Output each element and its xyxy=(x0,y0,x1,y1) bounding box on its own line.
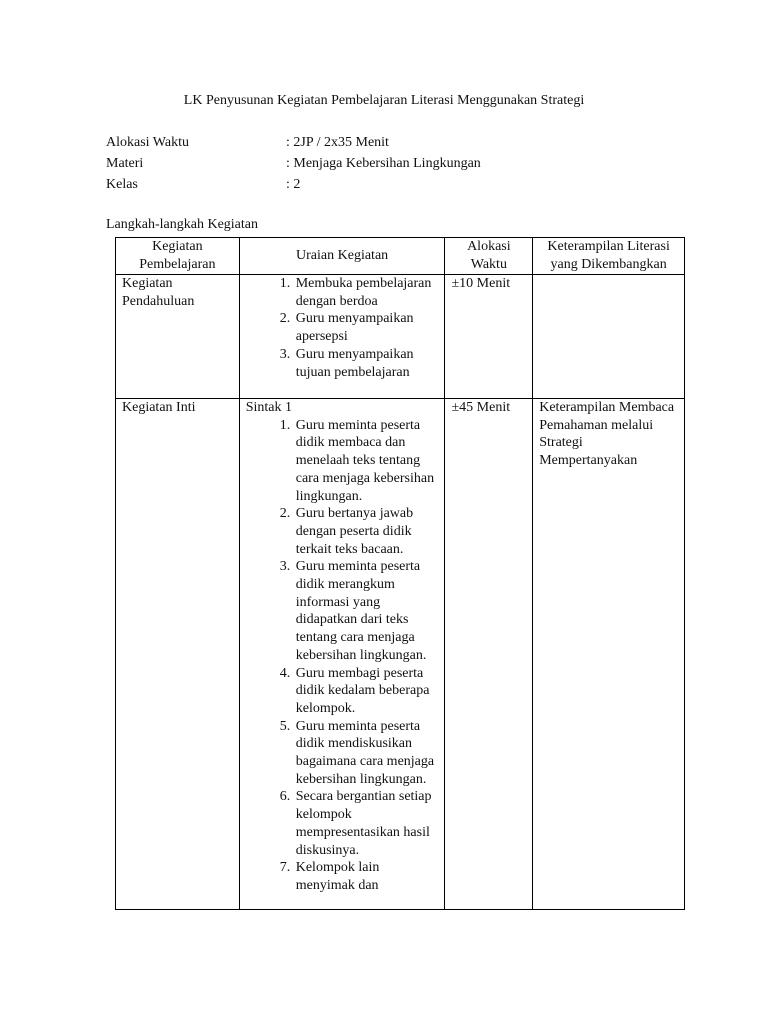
meta-label: Materi xyxy=(106,156,144,171)
cell-uraian xyxy=(239,399,445,910)
list-item: 7. Kelompok lain menyimak dan xyxy=(294,859,439,894)
cell-keterampilan xyxy=(533,275,685,399)
header-keterampilan: Keterampilan Literasi yang Dikembangkan xyxy=(533,238,685,275)
meta-label: Kelas xyxy=(106,177,138,192)
section-heading: Langkah-langkah Kegiatan xyxy=(106,217,258,232)
document-title: LK Penyusunan Kegiatan Pembelajaran Literasi Menggunakan Strategi xyxy=(183,93,585,108)
sintak-label: Sintak 1 xyxy=(245,400,293,415)
cell-kegiatan: Kegiatan Pendahuluan xyxy=(116,275,240,399)
table-row xyxy=(116,399,685,910)
list-item: 5. Guru meminta peserta didik mendiskusikan bagaimana cara menjaga kebersihan lingkungan. xyxy=(294,718,439,789)
header-uraian: Uraian Kegiatan xyxy=(239,238,445,275)
cell-uraian xyxy=(239,275,445,399)
cell-waktu: ±45 Menit xyxy=(445,399,533,910)
list-item: 3. Guru meminta peserta didik merangkum informasi yang didapatkan dari teks tentang cara menjaga kebersihan lingkungan. xyxy=(294,558,439,664)
meta-value: : 2 xyxy=(286,177,301,192)
list-item: 4. Guru membagi peserta didik kedalam beberapa kelompok. xyxy=(294,665,439,718)
meta-label: Alokasi Waktu xyxy=(106,135,189,150)
meta-value: : Menjaga Kebersihan Lingkungan xyxy=(286,156,481,171)
list-item: 1. Membuka pembelajaran dengan berdoa xyxy=(294,275,439,310)
activity-list xyxy=(246,417,439,895)
header-alokasi: Alokasi Waktu xyxy=(445,238,533,275)
meta-kelas xyxy=(106,177,300,193)
header-kegiatan: Kegiatan Pembelajaran xyxy=(116,238,240,275)
list-item: 2. Guru menyampaikan apersepsi xyxy=(294,310,439,345)
activity-list xyxy=(246,275,439,381)
table-header-row xyxy=(116,238,685,275)
cell-keterampilan: Keterampilan Membaca Pemahaman melalui Strategi Mempertanyakan xyxy=(533,399,685,910)
activity-table xyxy=(115,237,685,910)
meta-alokasi-waktu xyxy=(106,135,389,151)
list-item: 2. Guru bertanya jawab dengan peserta didik terkait teks bacaan. xyxy=(294,505,439,558)
cell-kegiatan: Kegiatan Inti xyxy=(116,399,240,910)
list-item: 6. Secara bergantian setiap kelompok mempresentasikan hasil diskusinya. xyxy=(294,788,439,859)
list-item: 3. Guru menyampaikan tujuan pembelajaran xyxy=(294,346,439,381)
cell-waktu: ±10 Menit xyxy=(445,275,533,399)
table-row xyxy=(116,275,685,399)
list-item: 1. Guru meminta peserta didik membaca dan menelaah teks tentang cara menjaga kebersihan lingkungan. xyxy=(294,417,439,506)
meta-materi xyxy=(106,156,481,172)
meta-value: : 2JP / 2x35 Menit xyxy=(286,135,389,150)
